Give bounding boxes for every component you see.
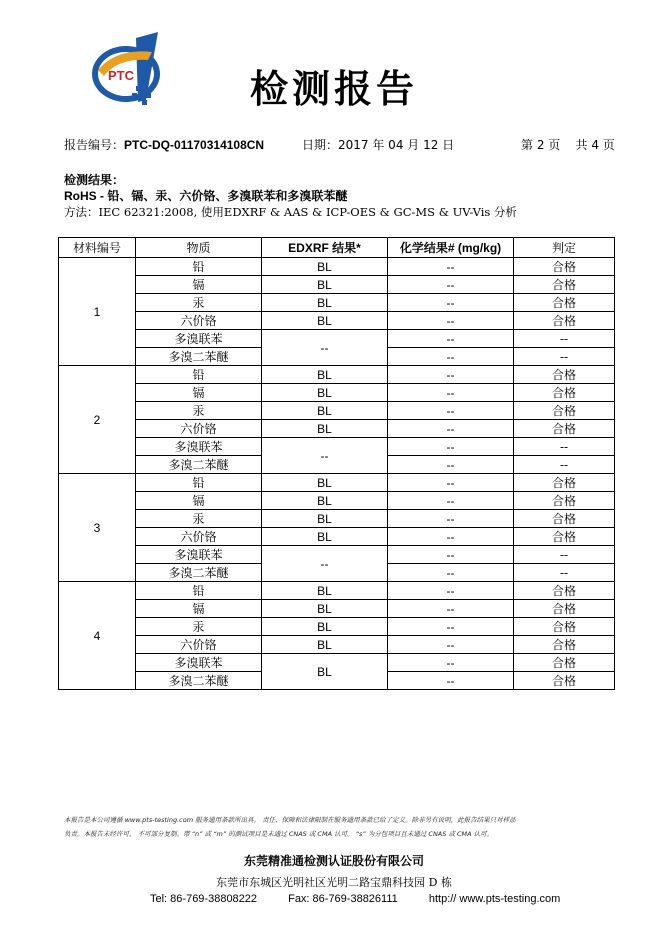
table-row [59,474,615,492]
substance-cell: 镉 [136,492,262,510]
substance-cell: 镉 [136,384,262,402]
edxrf-cell: -- [262,546,388,582]
chemical-result-cell: -- [388,492,514,510]
disclaimer-line-1: 本报告是本公司遵循 www.pts-testing.com 服务通用条款所出具。 责任、保障和法律限制在服务通用条款已给了定义。除非另有说明，此报告结果只对样品 [64,816,516,824]
edxrf-cell: BL [262,420,388,438]
edxrf-cell: BL [262,312,388,330]
edxrf-cell: BL [262,654,388,690]
table-row [59,636,615,654]
material-id: 1 [59,258,136,366]
verdict-cell: 合格 [514,636,615,654]
chemical-result-cell: -- [388,510,514,528]
chemical-result-cell: -- [388,384,514,402]
contact-line [150,893,588,905]
table-row [59,492,615,510]
table-row [59,330,615,348]
verdict-cell: -- [514,456,615,474]
edxrf-cell: BL [262,618,388,636]
verdict-cell: 合格 [514,492,615,510]
report-number: 报告编号：PTC-DQ-01170314108CN [64,138,265,152]
verdict-cell: 合格 [514,582,615,600]
chemical-result-cell: -- [388,474,514,492]
verdict-cell: 合格 [514,528,615,546]
website-link[interactable]: http:// www.pts-testing.com [428,893,561,905]
material-id: 2 [59,366,136,474]
substance-cell: 多溴联苯 [136,330,262,348]
table-row [59,600,615,618]
chemical-result-cell: -- [388,420,514,438]
edxrf-cell: BL [262,528,388,546]
col-header-edxrf: EDXRF 结果* [262,238,388,258]
col-header-verdict: 判定 [514,238,615,258]
substance-cell: 铅 [136,366,262,384]
substance-cell: 镉 [136,276,262,294]
results-method: 方法：IEC 62321:2008, 使用EDXRF & AAS & ICP-OES & GC-MS & UV-Vis 分析 [64,205,517,219]
table-row [59,366,615,384]
table-row [59,546,615,564]
chemical-result-cell: -- [388,348,514,366]
chemical-result-cell: -- [388,564,514,582]
chemical-result-cell: -- [388,456,514,474]
verdict-cell: 合格 [514,384,615,402]
edxrf-cell: -- [262,330,388,366]
verdict-cell: 合格 [514,654,615,672]
verdict-cell: -- [514,330,615,348]
col-header-substance: 物质 [136,238,262,258]
page-title: 检测报告 [249,67,418,111]
substance-cell: 汞 [136,402,262,420]
table-row [59,510,615,528]
substance-cell: 铅 [136,582,262,600]
chemical-result-cell: -- [388,366,514,384]
chemical-result-cell: -- [388,672,514,690]
material-id: 3 [59,474,136,582]
substance-cell: 六价铬 [136,528,262,546]
substance-cell: 六价铬 [136,636,262,654]
chemical-result-cell: -- [388,600,514,618]
substance-cell: 汞 [136,510,262,528]
verdict-cell: -- [514,438,615,456]
edxrf-cell: -- [262,438,388,474]
chemical-result-cell: -- [388,258,514,276]
edxrf-cell: BL [262,600,388,618]
verdict-cell: 合格 [514,258,615,276]
chemical-result-cell: -- [388,330,514,348]
results-table [58,237,615,690]
chemical-result-cell: -- [388,294,514,312]
chemical-result-cell: -- [388,312,514,330]
edxrf-cell: BL [262,366,388,384]
substance-cell: 铅 [136,258,262,276]
substance-cell: 多溴二苯醚 [136,672,262,690]
substance-cell: 汞 [136,294,262,312]
table-row [59,438,615,456]
verdict-cell: 合格 [514,600,615,618]
verdict-cell: -- [514,546,615,564]
substance-cell: 六价铬 [136,420,262,438]
verdict-cell: 合格 [514,276,615,294]
substance-cell: 多溴二苯醚 [136,564,262,582]
edxrf-cell: BL [262,258,388,276]
verdict-cell: 合格 [514,474,615,492]
table-row [59,312,615,330]
substance-cell: 汞 [136,618,262,636]
chemical-result-cell: -- [388,438,514,456]
logo-text: PTC [108,68,134,83]
table-header-row [59,238,615,258]
substance-cell: 多溴联苯 [136,546,262,564]
chemical-result-cell: -- [388,402,514,420]
col-header-chemical: 化学结果# (mg/kg) [388,238,514,258]
substance-cell: 铅 [136,474,262,492]
chemical-result-cell: -- [388,582,514,600]
chemical-result-cell: -- [388,528,514,546]
substance-cell: 六价铬 [136,312,262,330]
verdict-cell: 合格 [514,402,615,420]
material-id: 4 [59,582,136,690]
chemical-result-cell: -- [388,546,514,564]
tel: Tel: 86-769-38808222 [150,893,258,905]
substance-cell: 多溴联苯 [136,438,262,456]
table-row [59,294,615,312]
chemical-result-cell: -- [388,276,514,294]
edxrf-cell: BL [262,492,388,510]
edxrf-cell: BL [262,636,388,654]
substance-cell: 多溴联苯 [136,654,262,672]
edxrf-cell: BL [262,510,388,528]
table-row [59,258,615,276]
verdict-cell: 合格 [514,618,615,636]
company-address: 东莞市东城区光明社区光明二路宝鼎科技园 D 栋 [216,876,452,889]
table-row [59,384,615,402]
table-row [59,654,615,672]
verdict-cell: 合格 [514,672,615,690]
table-row [59,420,615,438]
verdict-cell: -- [514,564,615,582]
verdict-cell: 合格 [514,420,615,438]
edxrf-cell: BL [262,294,388,312]
results-heading: 检测结果： [64,173,125,187]
substance-cell: 镉 [136,600,262,618]
chemical-result-cell: -- [388,636,514,654]
edxrf-cell: BL [262,276,388,294]
page-number: 第 2 页 共 4 页 [521,138,615,152]
verdict-cell: 合格 [514,510,615,528]
verdict-cell: -- [514,348,615,366]
chemical-result-cell: -- [388,654,514,672]
edxrf-cell: BL [262,474,388,492]
table-row [59,528,615,546]
substance-cell: 多溴二苯醚 [136,456,262,474]
substance-cell: 多溴二苯醚 [136,348,262,366]
verdict-cell: 合格 [514,366,615,384]
results-subject: RoHS - 铅、镉、汞、六价铬、多溴联苯和多溴联苯醚 [64,189,348,203]
edxrf-cell: BL [262,402,388,420]
table-row [59,582,615,600]
edxrf-cell: BL [262,384,388,402]
table-row [59,618,615,636]
table-row [59,276,615,294]
fax: Fax: 86-769-38826111 [288,893,398,905]
verdict-cell: 合格 [514,294,615,312]
col-header-material: 材料编号 [59,238,136,258]
disclaimer-line-2: 负责。本报告未经许可， 不可部分复制。带 “n” 或 “m” 的测试项目是未通过 CNAS 或 CMA 认可。 “s” 为分包项目且未通过 CNAS 或 CMA 认可。 [64,830,494,838]
chemical-result-cell: -- [388,618,514,636]
report-date: 日期：2017 年 04 月 12 日 [302,138,455,152]
edxrf-cell: BL [262,582,388,600]
verdict-cell: 合格 [514,312,615,330]
company-name: 东莞精准通检测认证股份有限公司 [243,854,424,868]
results-section [64,172,517,220]
table-row [59,402,615,420]
